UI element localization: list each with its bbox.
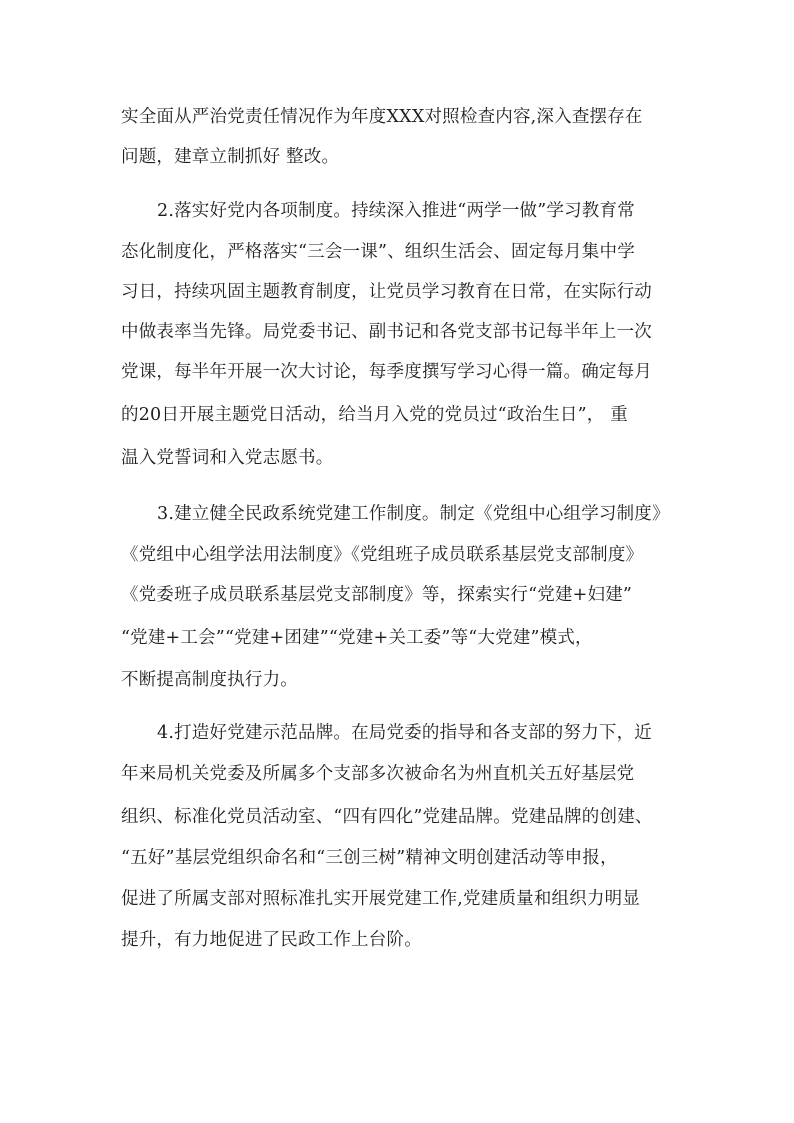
paragraph-4-line-1: 4.打造好党建示范品牌。在局党委的指导和各支部的努力下，近: [157, 723, 652, 743]
paragraph-4-line-3: 组织、标准化党员活动室、“四有四化”党建品牌。党建品牌的创建、: [121, 807, 653, 827]
paragraph-4-line-6: 提升，有力地促进了民政工作上台阶。: [121, 930, 422, 950]
paragraph-4-line-2: 年来局机关党委及所属多个支部多次被命名为州直机关五好基层党: [121, 764, 635, 784]
paragraph-3-line-1: 3.建立健全民政系统党建工作制度。制定《党组中心组学习制度》: [157, 504, 670, 524]
paragraph-4-line-4: “五好”基层党组织命名和“三创三树”精神文明创建活动等申报，: [121, 848, 618, 868]
paragraph-2-line-4: 中做表率当先锋。局党委书记、副书记和各党支部书记每半年上一次: [121, 322, 652, 342]
paragraph-3-line-3: 《党委班子成员联系基层党支部制度》等，探索实行“党建+妇建”: [121, 585, 633, 605]
paragraph-3-line-5: 不断提高制度执行力。: [121, 670, 298, 690]
paragraph-2-line-2: 态化制度化，严格落实“三会一课”、组织生活会、固定每月集中学: [121, 242, 635, 262]
paragraph-2-line-3: 习日，持续巩固主题教育制度，让党员学习教育在日常，在实际行动: [121, 282, 652, 302]
paragraph-3-line-2: 《党组中心组学法用法制度》《党组班子成员联系基层党支部制度》: [121, 545, 644, 565]
paragraph-2-line-5: 党课，每半年开展一次大讨论，每季度撰写学习心得一篇。确定每月: [121, 362, 652, 382]
paragraph-2-line-6: 的20日开展主题党日活动，给当月入党的党员过“政治生日”， 重: [121, 405, 628, 425]
paragraph-4-line-5: 促进了所属支部对照标准扎实开展党建工作,党建质量和组织力明显: [121, 889, 641, 909]
paragraph-3-line-4: “党建+工会”“党建+团建”“党建+关工委”等“大党建”模式，: [121, 628, 593, 648]
paragraph-2-line-7: 温入党誓词和入党志愿书。: [121, 448, 334, 468]
paragraph-1-line-2: 问题，建章立制抓好 整改。: [121, 147, 340, 167]
paragraph-2-line-1: 2.落实好党内各项制度。持续深入推进“两学一做”学习教育常: [157, 201, 635, 221]
paragraph-1-line-1: 实全面从严治党责任情况作为年度XXX对照检查内容,深入查摆存在: [121, 107, 643, 127]
